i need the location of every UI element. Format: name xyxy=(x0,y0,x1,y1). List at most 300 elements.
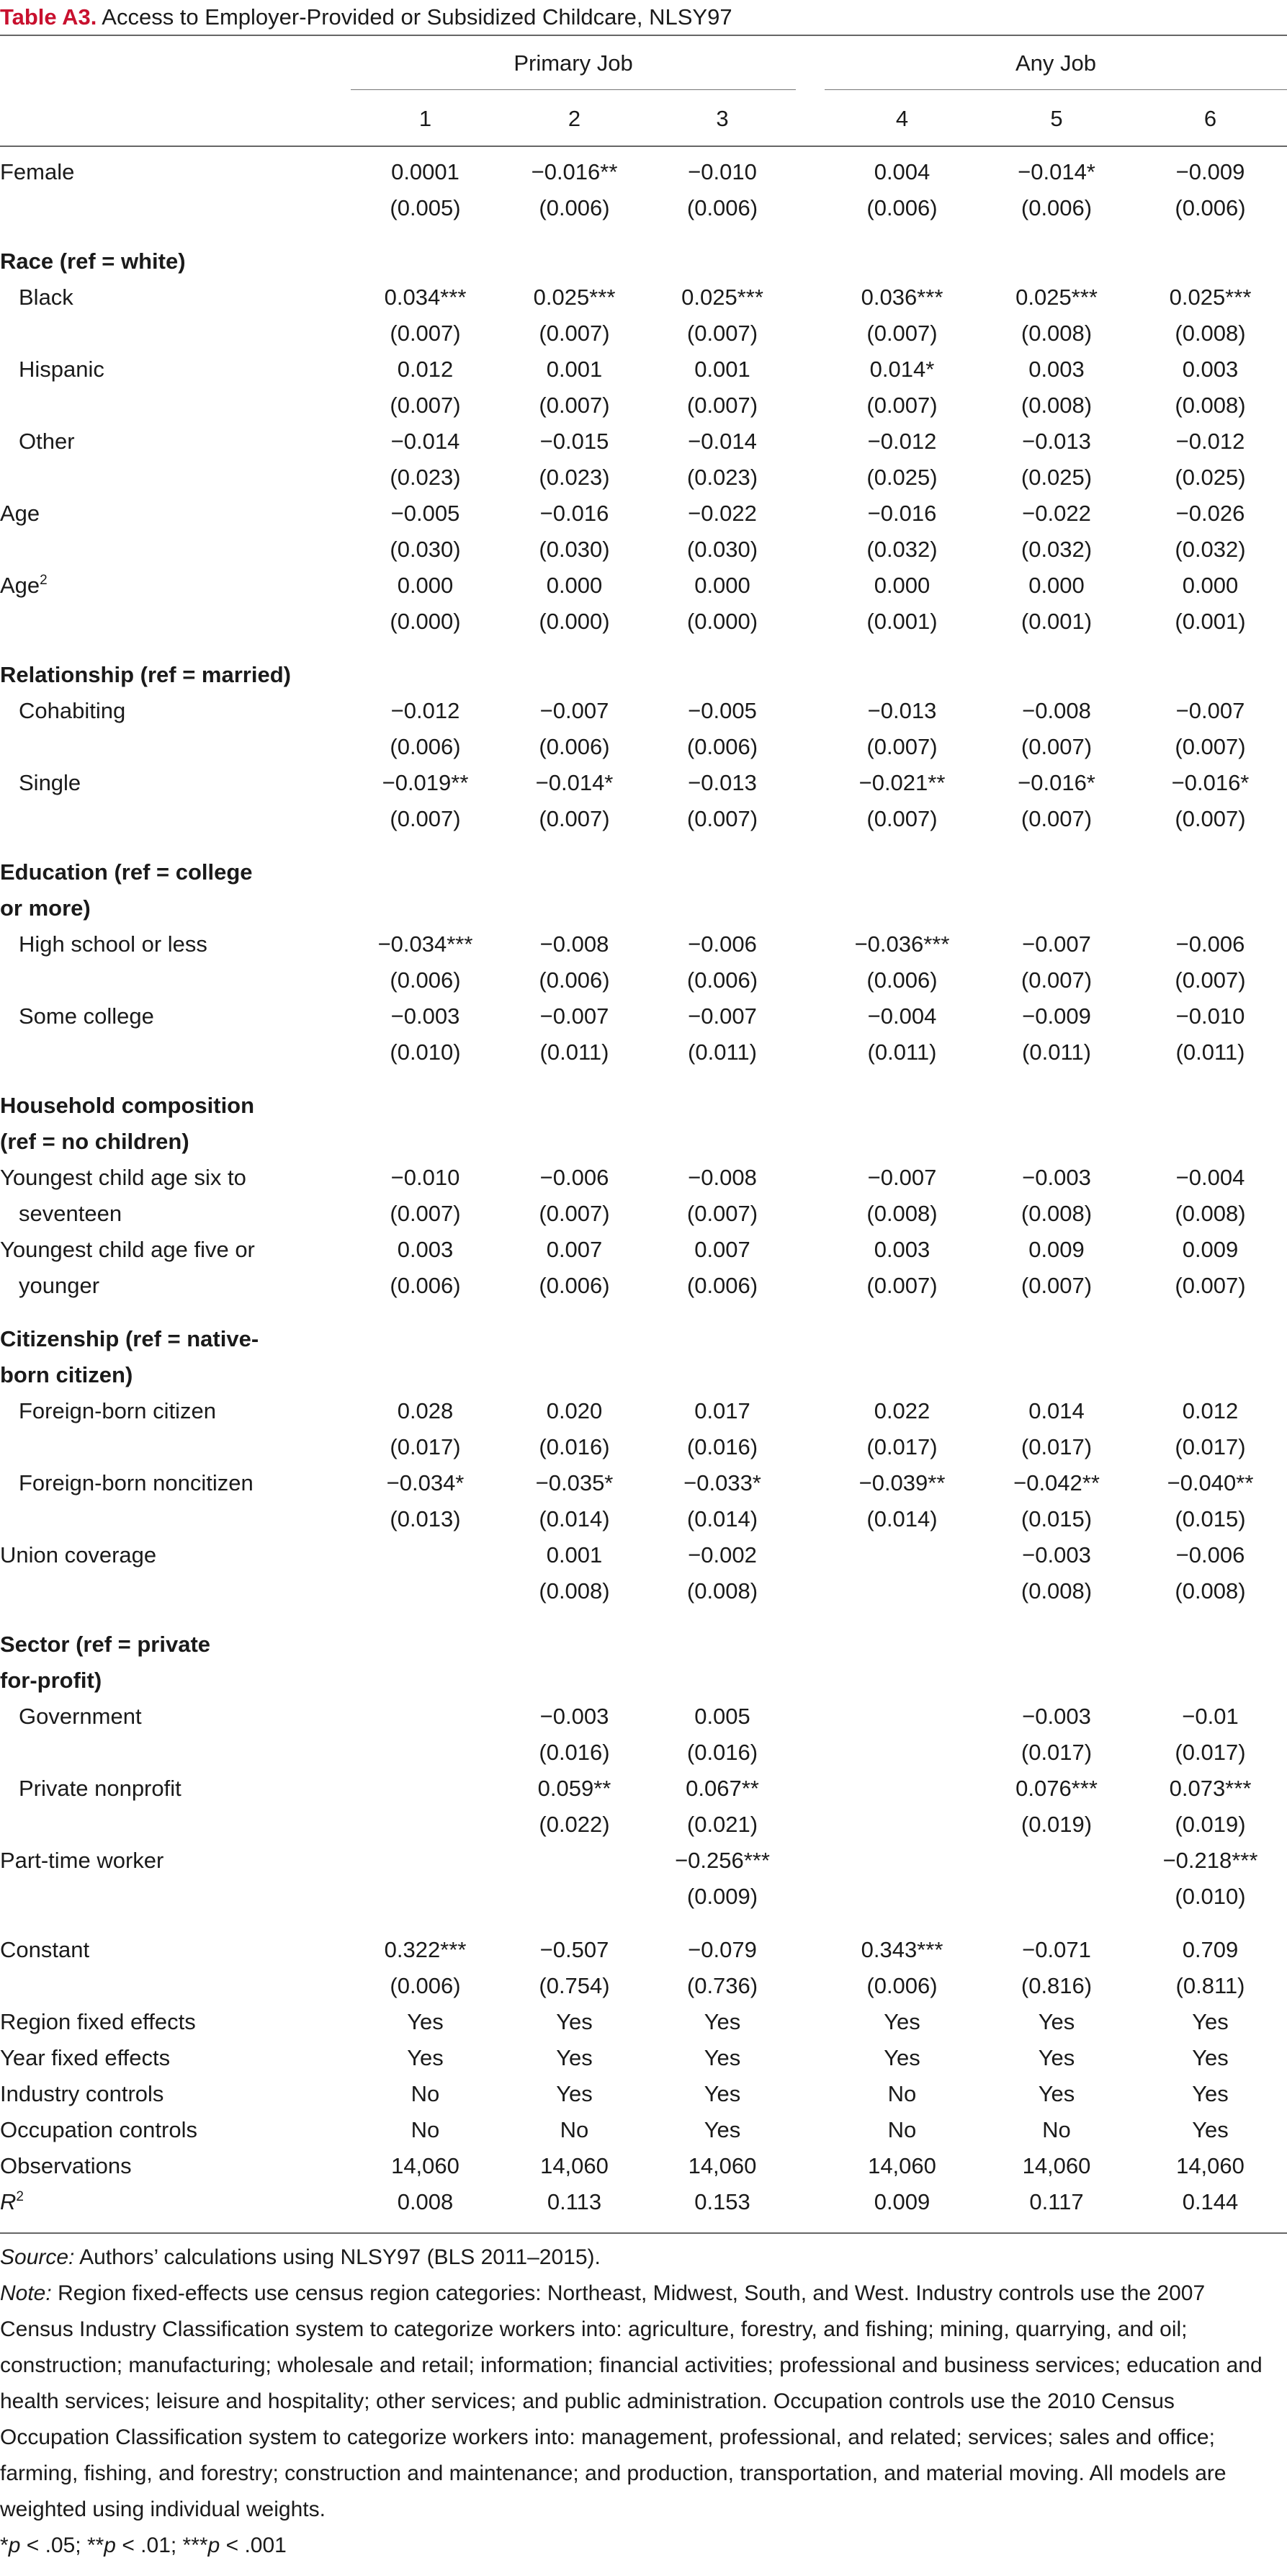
coef-cell: −0.034* xyxy=(386,1470,465,1495)
stat-cell: No xyxy=(887,2081,917,2106)
coef-cell: −0.014 xyxy=(390,429,460,454)
row-label xyxy=(19,1469,254,1498)
coef-cell: −0.003 xyxy=(1022,1165,1091,1190)
se-cell: (0.811) xyxy=(1175,1973,1245,1998)
coef-cell: 0.012 xyxy=(1182,1398,1239,1423)
column-number-6: 6 xyxy=(1203,106,1217,131)
coef-cell: 0.000 xyxy=(546,573,603,598)
coef-cell: −0.006 xyxy=(1175,931,1245,957)
coef-cell: 0.059** xyxy=(537,1776,611,1801)
stat-cell: Yes xyxy=(1192,2081,1229,2106)
column-number-1: 1 xyxy=(418,106,432,131)
se-cell: (0.011) xyxy=(539,1039,609,1065)
row-label xyxy=(19,1702,142,1731)
coef-cell: 0.343*** xyxy=(861,1937,943,1962)
section-heading: Race (ref = white) xyxy=(0,249,186,274)
row-label xyxy=(19,769,81,797)
stat-cell: Yes xyxy=(884,2045,920,2070)
stat-label xyxy=(0,2152,132,2181)
se-cell: (0.021) xyxy=(686,1812,758,1837)
coef-cell: 0.000 xyxy=(1182,573,1239,598)
row-label xyxy=(19,1002,154,1031)
se-cell: (0.007) xyxy=(1175,806,1246,831)
coef-cell: 0.034*** xyxy=(384,285,467,310)
se-cell: (0.011) xyxy=(867,1039,937,1065)
stat-cell: Yes xyxy=(884,2009,920,2034)
row-label xyxy=(0,158,74,187)
se-cell: (0.006) xyxy=(539,1273,610,1298)
se-cell: (0.008) xyxy=(1175,321,1246,346)
coef-cell: −0.010 xyxy=(1175,1003,1245,1029)
se-cell: (0.030) xyxy=(539,537,610,562)
se-cell: (0.013) xyxy=(390,1506,461,1531)
coef-cell: 0.073*** xyxy=(1169,1776,1252,1801)
coef-cell: 0.014 xyxy=(1028,1398,1085,1423)
stat-cell: 0.153 xyxy=(694,2189,750,2214)
coef-cell: 0.004 xyxy=(874,159,931,184)
row-label-text: Youngest child age six to xyxy=(0,1165,246,1190)
column-number-5: 5 xyxy=(1050,106,1063,131)
se-cell: (0.007) xyxy=(539,393,610,418)
se-cell: (0.015) xyxy=(1021,1506,1093,1531)
se-cell: (0.016) xyxy=(539,1740,610,1765)
coef-cell: −0.01 xyxy=(1182,1704,1239,1729)
coef-cell: −0.014 xyxy=(688,429,757,454)
se-cell: (0.006) xyxy=(866,195,938,220)
se-cell: (0.006) xyxy=(390,1273,461,1298)
stat-cell: Yes xyxy=(1192,2009,1229,2034)
se-cell: (0.011) xyxy=(1022,1039,1091,1065)
row-label-text: Private nonprofit xyxy=(19,1776,181,1801)
se-cell: (0.001) xyxy=(1175,609,1246,634)
coef-cell: 0.007 xyxy=(546,1237,603,1262)
coef-cell: −0.040** xyxy=(1167,1470,1254,1495)
row-label-text: Female xyxy=(0,159,75,184)
top-rule xyxy=(0,35,1287,36)
coef-cell: 0.012 xyxy=(397,357,454,382)
se-cell: (0.754) xyxy=(539,1973,610,1998)
se-cell: (0.006) xyxy=(686,1273,758,1298)
se-cell: (0.007) xyxy=(539,321,610,346)
coef-cell: 0.709 xyxy=(1182,1937,1239,1962)
coef-cell: 0.028 xyxy=(397,1398,454,1423)
coef-cell: 0.067** xyxy=(686,1776,759,1801)
se-cell: (0.007) xyxy=(390,1201,461,1226)
stat-label-text: Industry controls xyxy=(0,2081,164,2106)
coef-cell: −0.013 xyxy=(1022,429,1091,454)
row-label-text: Some college xyxy=(19,1003,154,1029)
coef-cell: −0.006 xyxy=(688,931,757,957)
coef-cell: 0.014* xyxy=(869,357,935,382)
se-cell: (0.006) xyxy=(539,195,610,220)
se-cell: (0.007) xyxy=(390,806,461,831)
se-cell: (0.007) xyxy=(539,806,610,831)
stat-cell: 0.113 xyxy=(547,2189,602,2214)
se-cell: (0.007) xyxy=(539,1201,610,1226)
coef-cell: 0.025*** xyxy=(681,285,763,310)
coef-cell: 0.025*** xyxy=(1015,285,1098,310)
coef-cell: −0.034*** xyxy=(377,931,473,957)
superscript: 2 xyxy=(40,573,48,588)
stat-cell: 14,060 xyxy=(688,2153,757,2178)
row-label-text: Foreign-born citizen xyxy=(19,1398,216,1423)
group-rule-any-job xyxy=(825,89,1287,90)
se-cell: (0.005) xyxy=(390,195,461,220)
coef-cell: −0.005 xyxy=(688,698,757,723)
stat-cell: Yes xyxy=(1038,2045,1075,2070)
coef-cell: −0.007 xyxy=(1022,931,1091,957)
coef-cell: −0.022 xyxy=(688,501,757,526)
stat-label xyxy=(0,2188,24,2220)
se-cell: (0.007) xyxy=(1175,967,1246,993)
se-cell: (0.007) xyxy=(1175,1273,1246,1298)
se-cell: (0.019) xyxy=(1175,1812,1246,1837)
row-label xyxy=(19,1774,181,1803)
se-cell: (0.030) xyxy=(390,537,461,562)
stat-cell: 14,060 xyxy=(391,2153,459,2178)
se-cell: (0.016) xyxy=(539,1434,610,1459)
se-cell: (0.006) xyxy=(686,734,758,759)
section-heading: Sector (ref = private xyxy=(0,1632,211,1657)
row-label xyxy=(19,697,125,725)
se-cell: (0.008) xyxy=(686,1578,758,1604)
group-rule-primary-job xyxy=(351,89,796,90)
se-cell: (0.008) xyxy=(1175,1201,1246,1226)
stat-cell: Yes xyxy=(704,2045,741,2070)
stat-cell: No xyxy=(1042,2117,1071,2142)
se-cell: (0.017) xyxy=(1175,1740,1246,1765)
stat-cell: Yes xyxy=(704,2081,741,2106)
se-cell: (0.006) xyxy=(1175,195,1246,220)
stat-cell: 0.008 xyxy=(397,2189,454,2214)
stat-label xyxy=(0,2044,170,2072)
coef-cell: −0.007 xyxy=(539,698,609,723)
coef-cell: 0.322*** xyxy=(384,1937,467,1962)
se-cell: (0.006) xyxy=(686,195,758,220)
se-cell: (0.014) xyxy=(686,1506,758,1531)
section-heading: Citizenship (ref = native- xyxy=(0,1326,259,1351)
se-cell: (0.006) xyxy=(866,967,938,993)
coef-cell: 0.001 xyxy=(546,357,603,382)
se-cell: (0.025) xyxy=(1175,465,1246,490)
coef-cell: −0.002 xyxy=(688,1542,757,1567)
coef-cell: −0.012 xyxy=(867,429,937,454)
bottom-rule xyxy=(0,2232,1287,2234)
coef-cell: 0.000 xyxy=(874,573,931,598)
row-label xyxy=(19,1397,216,1426)
coef-cell: −0.026 xyxy=(1175,501,1245,526)
stat-cell: Yes xyxy=(1038,2081,1075,2106)
se-cell: (0.025) xyxy=(1021,465,1093,490)
se-cell: (0.014) xyxy=(539,1506,610,1531)
coef-cell: 0.001 xyxy=(694,357,750,382)
coef-cell: 0.003 xyxy=(397,1237,454,1262)
coef-cell: −0.009 xyxy=(1175,159,1245,184)
coef-cell: 0.009 xyxy=(1182,1237,1239,1262)
coef-cell: −0.008 xyxy=(1022,698,1091,723)
stat-label-text: Occupation controls xyxy=(0,2117,197,2142)
se-cell: (0.001) xyxy=(866,609,938,634)
stat-label-text: Region fixed effects xyxy=(0,2009,196,2034)
stat-cell: Yes xyxy=(407,2009,444,2034)
se-cell: (0.007) xyxy=(686,806,758,831)
row-label-text: High school or less xyxy=(19,931,207,957)
se-cell: (0.006) xyxy=(539,734,610,759)
coef-cell: −0.003 xyxy=(1022,1704,1091,1729)
row-label-text: Hispanic xyxy=(19,357,104,382)
coef-cell: −0.256*** xyxy=(675,1848,770,1873)
coef-cell: 0.009 xyxy=(1028,1237,1085,1262)
section-heading-cont: for-profit) xyxy=(0,1668,102,1693)
se-cell: (0.025) xyxy=(866,465,938,490)
row-label xyxy=(19,427,75,456)
row-label-text: Other xyxy=(19,429,75,454)
se-cell: (0.000) xyxy=(539,609,610,634)
se-cell: (0.023) xyxy=(539,465,610,490)
stat-cell: No xyxy=(887,2117,917,2142)
stat-cell: Yes xyxy=(704,2117,741,2142)
row-label xyxy=(19,283,73,312)
se-cell: (0.030) xyxy=(686,537,758,562)
coef-cell: −0.004 xyxy=(1175,1165,1245,1190)
row-label-text: Single xyxy=(19,770,81,795)
se-cell: (0.007) xyxy=(1021,734,1093,759)
se-cell: (0.011) xyxy=(688,1039,757,1065)
row-label-text: Union coverage xyxy=(0,1542,157,1567)
row-label-text: Age xyxy=(0,501,40,526)
row-label-text: Cohabiting xyxy=(19,698,126,723)
row-label-text: Age xyxy=(0,573,40,598)
stat-cell: Yes xyxy=(556,2009,593,2034)
se-cell: (0.009) xyxy=(686,1884,758,1909)
se-cell: (0.007) xyxy=(866,806,938,831)
se-cell: (0.006) xyxy=(390,734,461,759)
stat-cell: 0.144 xyxy=(1182,2189,1239,2214)
coef-cell: 0.025*** xyxy=(533,285,616,310)
coef-cell: −0.035* xyxy=(535,1470,614,1495)
se-cell: (0.014) xyxy=(866,1506,938,1531)
coef-cell: −0.042** xyxy=(1013,1470,1100,1495)
se-cell: (0.015) xyxy=(1175,1506,1246,1531)
coef-cell: −0.033* xyxy=(683,1470,761,1495)
section-heading: Relationship (ref = married) xyxy=(0,662,291,687)
se-cell: (0.008) xyxy=(539,1578,610,1604)
se-cell: (0.007) xyxy=(866,1273,938,1298)
se-cell: (0.008) xyxy=(1021,1578,1093,1604)
group-header-any-job: Any Job xyxy=(1015,50,1096,76)
coef-cell: −0.039** xyxy=(858,1470,946,1495)
stat-cell: 14,060 xyxy=(868,2153,936,2178)
stat-cell: 14,060 xyxy=(540,2153,609,2178)
se-cell: (0.017) xyxy=(1021,1740,1093,1765)
se-cell: (0.010) xyxy=(1175,1884,1246,1909)
row-label xyxy=(0,1163,246,1192)
se-cell: (0.008) xyxy=(1021,1201,1093,1226)
coef-cell: −0.015 xyxy=(539,429,609,454)
stat-cell: 14,060 xyxy=(1022,2153,1091,2178)
se-cell: (0.007) xyxy=(866,321,938,346)
group-header-primary-job: Primary Job xyxy=(514,50,633,76)
row-label-cont: seventeen xyxy=(19,1201,122,1226)
row-label-cont: younger xyxy=(19,1273,100,1298)
coef-cell: −0.036*** xyxy=(854,931,950,957)
se-cell: (0.017) xyxy=(1175,1434,1246,1459)
se-cell: (0.007) xyxy=(390,321,461,346)
coef-cell: −0.013 xyxy=(867,698,937,723)
stat-cell: 14,060 xyxy=(1176,2153,1245,2178)
coef-cell: 0.001 xyxy=(546,1542,603,1567)
column-number-4: 4 xyxy=(895,106,909,131)
coef-cell: −0.006 xyxy=(1175,1542,1245,1567)
source-note: Source: Authors’ calculations using NLSY97 (BLS 2011–2015). xyxy=(0,2245,601,2269)
coef-cell: 0.076*** xyxy=(1015,1776,1098,1801)
se-cell: (0.006) xyxy=(686,967,758,993)
se-cell: (0.017) xyxy=(390,1434,461,1459)
coef-cell: 0.020 xyxy=(546,1398,603,1423)
coef-cell: −0.507 xyxy=(539,1937,609,1962)
coef-cell: −0.009 xyxy=(1022,1003,1091,1029)
se-cell: (0.007) xyxy=(1021,967,1093,993)
se-cell: (0.008) xyxy=(1021,321,1093,346)
coef-cell: 0.003 xyxy=(1028,357,1085,382)
se-cell: (0.032) xyxy=(866,537,938,562)
se-cell: (0.006) xyxy=(390,1973,461,1998)
se-cell: (0.816) xyxy=(1021,1973,1093,1998)
coef-cell: −0.010 xyxy=(688,159,757,184)
se-cell: (0.011) xyxy=(1175,1039,1245,1065)
coef-cell: −0.014* xyxy=(535,770,614,795)
se-cell: (0.008) xyxy=(1021,393,1093,418)
table-title xyxy=(0,1,732,33)
section-heading: Household composition xyxy=(0,1093,255,1118)
coef-cell: 0.0001 xyxy=(391,159,459,184)
section-heading: Education (ref = college xyxy=(0,859,253,885)
table-number: Table A3. xyxy=(0,4,97,30)
row-label xyxy=(0,571,48,604)
stat-cell: 0.117 xyxy=(1029,2189,1084,2214)
coef-cell: −0.021** xyxy=(858,770,946,795)
se-cell: (0.007) xyxy=(866,734,938,759)
stat-label xyxy=(0,2116,197,2145)
se-cell: (0.007) xyxy=(1175,734,1246,759)
header-rule xyxy=(0,146,1287,147)
se-cell: (0.017) xyxy=(1021,1434,1093,1459)
row-label-text: Black xyxy=(19,285,73,310)
section-heading-cont: (ref = no children) xyxy=(0,1129,189,1154)
stat-cell: Yes xyxy=(1192,2117,1229,2142)
stat-label xyxy=(0,2080,163,2108)
coef-cell: −0.007 xyxy=(867,1165,937,1190)
se-cell: (0.006) xyxy=(390,967,461,993)
coef-cell: −0.010 xyxy=(390,1165,460,1190)
se-cell: (0.006) xyxy=(1021,195,1093,220)
coef-cell: −0.012 xyxy=(390,698,460,723)
coef-cell: −0.071 xyxy=(1022,1937,1091,1962)
coef-cell: 0.000 xyxy=(397,573,454,598)
significance-note: *p < .05; **p < .01; ***p < .001 xyxy=(0,2533,287,2557)
coef-cell: −0.022 xyxy=(1022,501,1091,526)
coef-cell: 0.017 xyxy=(694,1398,750,1423)
se-cell: (0.001) xyxy=(1021,609,1093,634)
coef-cell: −0.079 xyxy=(688,1937,757,1962)
coef-cell: 0.005 xyxy=(694,1704,750,1729)
coef-cell: −0.016 xyxy=(867,501,937,526)
coef-cell: −0.013 xyxy=(688,770,757,795)
se-cell: (0.007) xyxy=(686,393,758,418)
coef-cell: −0.007 xyxy=(1175,698,1245,723)
row-label-text: Youngest child age five or xyxy=(0,1237,255,1262)
se-cell: (0.006) xyxy=(539,967,610,993)
coef-cell: −0.012 xyxy=(1175,429,1245,454)
coef-cell: −0.004 xyxy=(867,1003,937,1029)
stat-cell: Yes xyxy=(556,2081,593,2106)
coef-cell: 0.003 xyxy=(874,1237,931,1262)
row-label-text: Government xyxy=(19,1704,142,1729)
se-cell: (0.008) xyxy=(866,1201,938,1226)
se-cell: (0.007) xyxy=(1021,1273,1093,1298)
section-heading-cont: born citizen) xyxy=(0,1362,133,1387)
se-cell: (0.008) xyxy=(1175,393,1246,418)
general-note: Note: Region fixed-effects use census region categories: Northeast, Midwest, South, and West. Industry controls use the 2007 Census Industry Classification system to categorize workers into: agriculture, forestry, and fishing; mining, quarrying, and oil; construction; manufacturing; wholesale and retail; information; financial activities; professional and business services; education and health services; leisure and hospitality; other services; and public administration. Occupation controls use the 2010 Census Occupation Classification system to categorize workers into: management, professional, and related; services; sales and office; farming, fishing, and forestry; construction and maintenance; and production, transportation, and material moving. All models are weighted using individual weights. xyxy=(0,2281,1263,2521)
stat-cell: Yes xyxy=(556,2045,593,2070)
row-label xyxy=(0,1235,255,1264)
coef-cell: −0.003 xyxy=(390,1003,460,1029)
row-label xyxy=(19,930,207,959)
coef-cell: −0.003 xyxy=(539,1704,609,1729)
row-label-text: Part-time worker xyxy=(0,1848,164,1873)
coef-cell: 0.007 xyxy=(694,1237,750,1262)
stat-cell: No xyxy=(411,2117,440,2142)
row-label xyxy=(0,1936,89,1964)
coef-cell: −0.008 xyxy=(688,1165,757,1190)
se-cell: (0.032) xyxy=(1175,537,1246,562)
se-cell: (0.007) xyxy=(686,321,758,346)
coef-cell: 0.022 xyxy=(874,1398,931,1423)
se-cell: (0.007) xyxy=(390,393,461,418)
coef-cell: −0.016* xyxy=(1171,770,1250,795)
se-cell: (0.000) xyxy=(686,609,758,634)
se-cell: (0.007) xyxy=(686,1201,758,1226)
stat-cell: Yes xyxy=(704,2009,741,2034)
coef-cell: −0.006 xyxy=(539,1165,609,1190)
section-heading-cont: or more) xyxy=(0,895,91,921)
coef-cell: −0.218*** xyxy=(1162,1848,1258,1873)
se-cell: (0.016) xyxy=(686,1740,758,1765)
se-cell: (0.007) xyxy=(866,393,938,418)
stat-cell: No xyxy=(411,2081,440,2106)
coef-cell: −0.007 xyxy=(688,1003,757,1029)
coef-cell: −0.008 xyxy=(539,931,609,957)
coef-cell: −0.014* xyxy=(1018,159,1095,184)
se-cell: (0.032) xyxy=(1021,537,1093,562)
se-cell: (0.023) xyxy=(686,465,758,490)
column-number-3: 3 xyxy=(716,106,729,131)
row-label-text: Foreign-born noncitizen xyxy=(19,1470,254,1495)
row-label-text: Constant xyxy=(0,1937,90,1962)
coef-cell: 0.003 xyxy=(1182,357,1239,382)
se-cell: (0.023) xyxy=(390,465,461,490)
se-cell: (0.736) xyxy=(686,1973,758,1998)
column-number-2: 2 xyxy=(568,106,581,131)
stat-cell: Yes xyxy=(1192,2045,1229,2070)
se-cell: (0.010) xyxy=(390,1039,461,1065)
table-title-text: Access to Employer-Provided or Subsidized Childcare, NLSY97 xyxy=(102,4,732,30)
coef-cell: 0.025*** xyxy=(1169,285,1252,310)
se-cell: (0.000) xyxy=(390,609,461,634)
coef-cell: −0.005 xyxy=(390,501,460,526)
row-label xyxy=(0,499,40,528)
stat-label-text: R xyxy=(0,2189,17,2214)
